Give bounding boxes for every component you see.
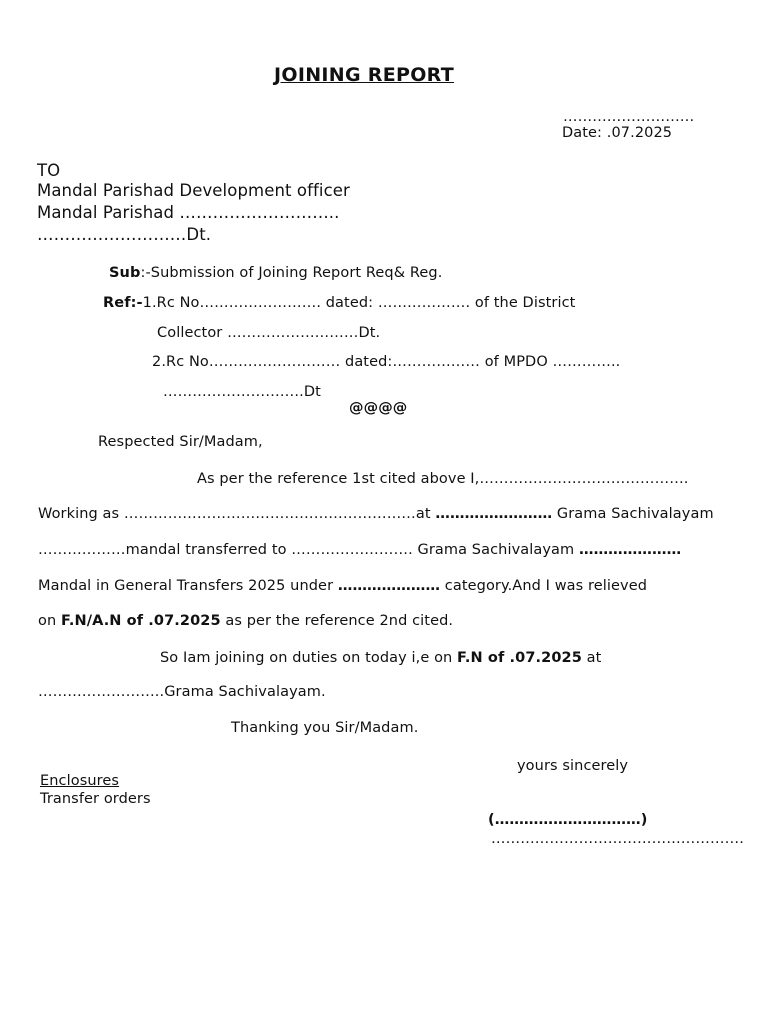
subject-line [109,264,442,282]
body-p2-tail: Grama Sachivalayam [552,506,714,522]
reference-2-line-2: ………………………..Dt [163,384,321,400]
enclosures-item: Transfer orders [40,791,151,807]
body-p5-bold: F.N/A.N of .07.2025 [60,613,221,629]
body-paragraph-line-7: ……………………..Grama Sachivalayam. [38,684,326,700]
document-title: JOINING REPORT [274,64,454,86]
body-p2-text: Working as ……………………………………………………at [38,506,436,522]
address-line-2: Mandal Parishad ……………………….. [37,203,340,222]
separator-mark: @@@@ [349,400,408,416]
reference-label: Ref:- [103,295,143,311]
body-paragraph-line-1 [197,470,689,488]
subject-text: :-Submission of Joining Report Req& Reg. [140,265,443,281]
reference-1-line-2: Collector ………………………Dt. [157,325,381,341]
body-p2-blank: …………………… [435,506,553,522]
address-line-3: ………………………Dt. [37,225,212,244]
place-blank-line: ……………………… [563,109,695,125]
body-p6-tail: at [581,650,602,666]
body-p5-text: on [38,613,61,629]
body-p4-blank: ………………… [337,578,441,594]
body-p1-blank: ……………………………………. [479,471,689,487]
body-p5-tail: as per the reference 2nd cited. [220,613,454,629]
enclosures-label: Enclosures [40,773,120,789]
salutation: Respected Sir/Madam, [98,434,263,450]
body-p6-bold: F.N of .07.2025 [457,650,582,666]
body-paragraph-line-2 [38,505,714,523]
body-p3-blank-2: ………………… [578,542,682,558]
date-line: Date: .07.2025 [562,125,673,141]
reference-1-line-1 [103,294,575,312]
body-p6-text: So Iam joining on duties on today i,e on [160,650,458,666]
body-p4-text: Mandal in General Transfers 2025 under [38,578,338,594]
body-paragraph-line-3 [38,541,681,559]
body-paragraph-line-6 [160,649,601,667]
signature-line-blank: ……………………………………………. [491,831,744,847]
reference-1-text: 1.Rc No……………………. dated: ………………. of the District [142,295,576,311]
body-p1-text: As per the reference 1st cited above I, [197,471,480,487]
body-p3-text: mandal transferred to ……………………. Grama Sachivalayam [125,542,579,558]
closing-sincerely: yours sincerely [517,758,629,774]
body-paragraph-line-5 [38,612,453,630]
thanking-line: Thanking you Sir/Madam. [231,720,419,736]
body-p4-tail: category.And I was relieved [440,578,648,594]
address-to: TO [37,161,61,180]
body-p3-blank: ……………… [38,542,126,558]
signature-name-blank: (…………………………) [488,812,648,828]
address-line-1: Mandal Parishad Development officer [37,181,350,200]
subject-label: Sub [109,265,141,281]
body-paragraph-line-4 [38,577,647,595]
reference-2-line-1: 2.Rc No……………………… dated:……………… of MPDO ………….. [152,354,621,370]
